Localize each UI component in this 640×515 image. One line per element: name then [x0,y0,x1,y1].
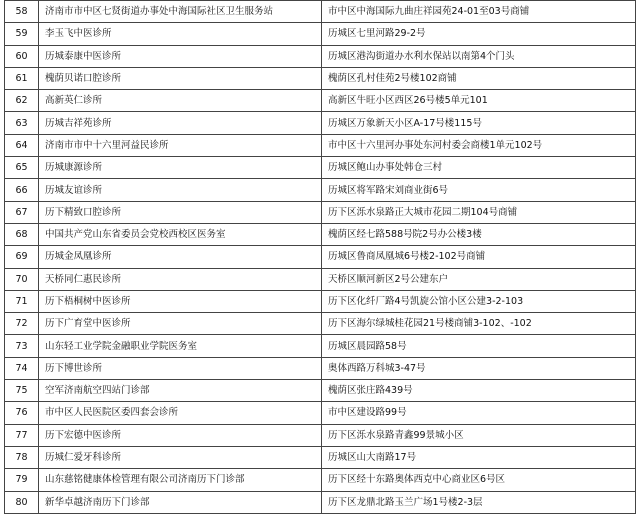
clinic-name-cell: 市中区人民医院区委四套会诊所 [39,402,322,424]
row-number-cell: 74 [5,357,39,379]
row-number-cell: 79 [5,469,39,491]
clinic-name-cell: 槐荫贝诺口腔诊所 [39,67,322,89]
clinic-address-cell: 历下区化纤厂路4号凯旋公馆小区公建3-2-103 [322,290,636,312]
clinic-address-cell: 历城区晨园路58号 [322,335,636,357]
row-number-cell: 72 [5,313,39,335]
clinic-name-cell: 中国共产党山东省委员会党校西校区医务室 [39,223,322,245]
clinic-address-cell: 历城区七里河路29-2号 [322,23,636,45]
clinic-name-cell: 天桥同仁惠民诊所 [39,268,322,290]
table-row [5,469,636,491]
table-row [5,179,636,201]
table-row [5,90,636,112]
table-row [5,290,636,312]
table-row [5,446,636,468]
table-row [5,357,636,379]
clinic-address-cell: 历下区经十东路奥体西克中心商业区6号区 [322,469,636,491]
table-row [5,67,636,89]
clinic-name-cell: 历下宏德中医诊所 [39,424,322,446]
table-row [5,402,636,424]
table-row [5,380,636,402]
table-row [5,268,636,290]
clinic-name-cell: 山东慈铭健康体检管理有限公司济南历下门诊部 [39,469,322,491]
row-number-cell: 64 [5,134,39,156]
table-row [5,491,636,513]
clinic-address-cell: 历城区鲍山办事处韩仓三村 [322,157,636,179]
row-number-cell: 77 [5,424,39,446]
clinic-name-cell: 历城友谊诊所 [39,179,322,201]
row-number-cell: 67 [5,201,39,223]
clinic-list [4,0,636,514]
clinic-address-cell: 历下区泺水泉路青鑫99景城小区 [322,424,636,446]
table-row [5,313,636,335]
table-row [5,112,636,134]
clinic-address-cell: 历城区港沟街道办水利水保站以南第4个门头 [322,45,636,67]
clinic-name-cell: 历城金凤凰诊所 [39,246,322,268]
clinic-address-cell: 历下区龙鼎北路玉兰广场1号楼2-3层 [322,491,636,513]
clinic-address-cell: 历下区海尔绿城桂花园21号楼商铺3-102、-102 [322,313,636,335]
table-row [5,335,636,357]
row-number-cell: 62 [5,90,39,112]
table-row [5,424,636,446]
clinic-name-cell: 历下博世诊所 [39,357,322,379]
clinic-name-cell: 李玉飞中医诊所 [39,23,322,45]
clinic-name-cell: 历城吉祥苑诊所 [39,112,322,134]
clinic-address-cell: 槐荫区张庄路439号 [322,380,636,402]
clinic-name-cell: 历下精致口腔诊所 [39,201,322,223]
row-number-cell: 75 [5,380,39,402]
row-number-cell: 69 [5,246,39,268]
clinic-name-cell: 历城康源诊所 [39,157,322,179]
clinic-address-cell: 奥体西路万科城3-47号 [322,357,636,379]
row-number-cell: 60 [5,45,39,67]
clinic-address-cell: 历城区鲁商凤凰城6号楼2-102号商铺 [322,246,636,268]
row-number-cell: 78 [5,446,39,468]
clinic-address-cell: 槐荫区经七路588号院2号办公楼3楼 [322,223,636,245]
clinic-name-cell: 空军济南航空四站门诊部 [39,380,322,402]
clinic-address-cell: 天桥区顺河新区2号公建东户 [322,268,636,290]
table-row [5,134,636,156]
clinic-address-cell: 历城区山大南路17号 [322,446,636,468]
clinic-table-body [5,1,636,514]
row-number-cell: 58 [5,1,39,23]
clinic-name-cell: 历下广育堂中医诊所 [39,313,322,335]
row-number-cell: 61 [5,67,39,89]
clinic-name-cell: 历城仁爱牙科诊所 [39,446,322,468]
clinic-name-cell: 山东轻工业学院金融职业学院医务室 [39,335,322,357]
clinic-address-cell: 历城区万象新天小区A-17号楼115号 [322,112,636,134]
row-number-cell: 66 [5,179,39,201]
clinic-name-cell: 济南市市中区七贤街道办事处中海国际社区卫生服务站 [39,1,322,23]
clinic-address-cell: 高新区牛旺小区西区26号楼5单元101 [322,90,636,112]
table-row [5,246,636,268]
row-number-cell: 70 [5,268,39,290]
table-row [5,1,636,23]
clinic-name-cell: 历下梧桐树中医诊所 [39,290,322,312]
table-row [5,45,636,67]
table-row [5,201,636,223]
clinic-address-cell: 市中区中海国际九曲庄祥园苑24-01至03号商铺 [322,1,636,23]
clinic-name-cell: 济南市市中十六里河益民诊所 [39,134,322,156]
row-number-cell: 80 [5,491,39,513]
row-number-cell: 68 [5,223,39,245]
table-row [5,223,636,245]
row-number-cell: 76 [5,402,39,424]
table-row [5,157,636,179]
clinic-address-cell: 市中区十六里河办事处东河村委会商楼1单元102号 [322,134,636,156]
clinic-address-cell: 历下区泺水泉路正大城市花园二期104号商铺 [322,201,636,223]
row-number-cell: 59 [5,23,39,45]
clinic-name-cell: 高新英仁诊所 [39,90,322,112]
clinic-address-cell: 市中区建设路99号 [322,402,636,424]
clinic-name-cell: 历城泰康中医诊所 [39,45,322,67]
clinic-address-cell: 历城区将军路宋刘商业街6号 [322,179,636,201]
clinic-name-cell: 新华卓越济南历下门诊部 [39,491,322,513]
row-number-cell: 73 [5,335,39,357]
clinic-address-cell: 槐荫区孔村佳苑2号楼102商铺 [322,67,636,89]
row-number-cell: 63 [5,112,39,134]
clinic-table [4,0,636,514]
row-number-cell: 65 [5,157,39,179]
table-row [5,23,636,45]
row-number-cell: 71 [5,290,39,312]
